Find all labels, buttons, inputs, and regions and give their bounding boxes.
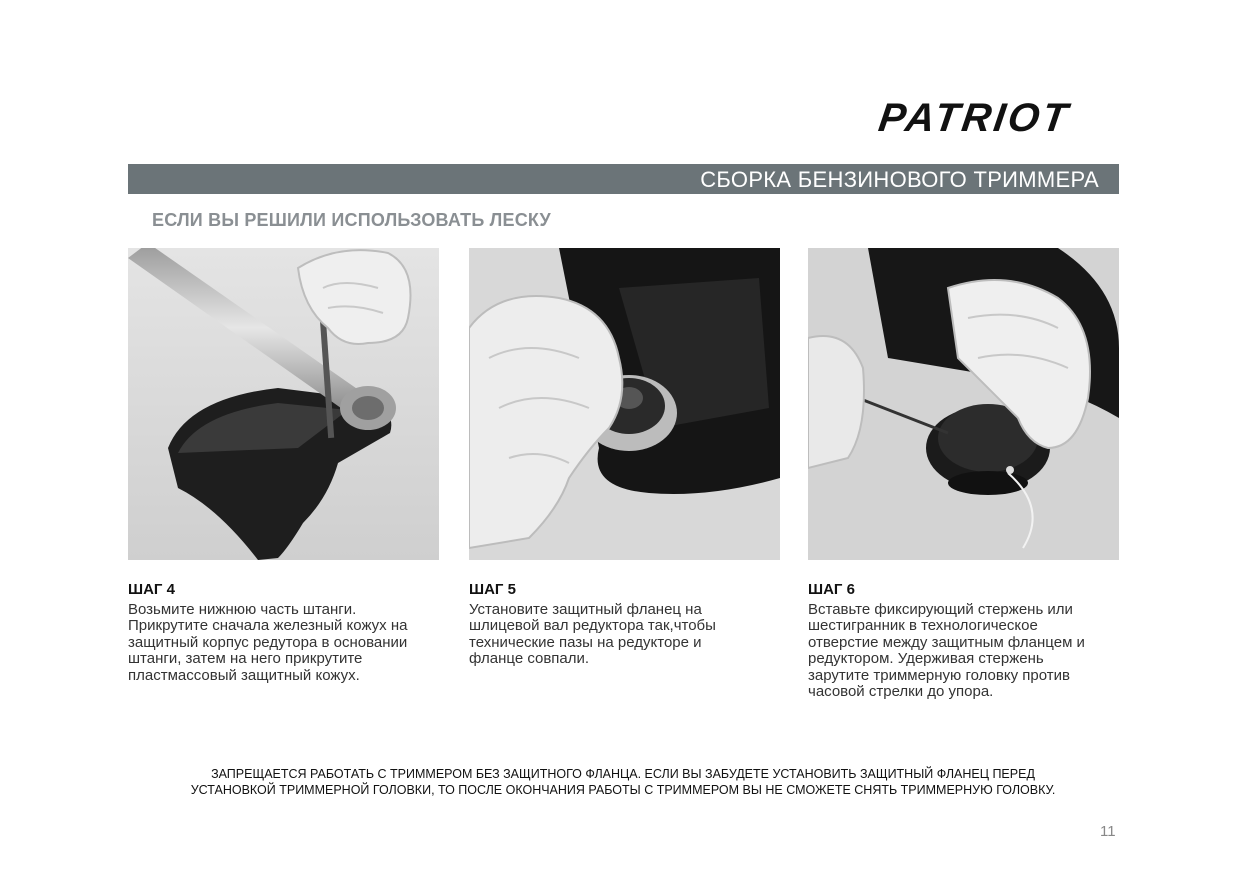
step-6 — [808, 581, 1124, 700]
step-4 — [128, 581, 444, 684]
step-5-line: фланце совпали. — [469, 650, 590, 668]
step-5-text — [469, 602, 785, 668]
step-4-line: Прикрутите сначала железный кожух на — [128, 617, 408, 635]
step-6-photo — [808, 248, 1119, 560]
step-5-line: Установите защитный фланец на — [469, 601, 702, 618]
warning-line: УСТАНОВКОЙ ТРИММЕРНОЙ ГОЛОВКИ, ТО ПОСЛЕ ОКОНЧАНИЯ РАБОТЫ С ТРИММЕРОМ ВЫ НЕ СМОЖЕТЕ СНЯТЬ ТРИММЕРНУЮ ГОЛОВКУ. — [190, 783, 1056, 797]
patriot-logo: PATRIOT — [876, 96, 1073, 140]
section-subtitle: ЕСЛИ ВЫ РЕШИЛИ ИСПОЛЬЗОВАТЬ ЛЕСКУ — [152, 210, 551, 230]
step-4-line: Возьмите нижнюю часть штанги. — [128, 601, 357, 618]
page-title: СБОРКА БЕНЗИНОВОГО ТРИММЕРА — [700, 167, 1099, 192]
warning-line: ЗАПРЕЩАЕТСЯ РАБОТАТЬ С ТРИММЕРОМ БЕЗ ЗАЩИТНОГО ФЛАНЦА. ЕСЛИ ВЫ ЗАБУДЕТЕ УСТАНОВИТЬ ЗАЩИТНЫЙ ФЛАНЕЦ ПЕРЕД — [211, 767, 1035, 781]
step-4-line: защитный корпус редутора в основании — [128, 633, 408, 651]
step-6-title: ШАГ 6 — [808, 581, 855, 598]
step-4-line: штанги, затем на него прикрутите — [128, 650, 363, 668]
step-6-line: редуктором. Удерживая стержень — [808, 650, 1044, 668]
step-6-line: Вставьте фиксирующий стержень или — [808, 601, 1073, 618]
step-6-line: шестигранник в технологическое — [808, 617, 1038, 635]
page-number: 11 — [1100, 823, 1116, 840]
step-6-line: отверстие между защитным фланцем и — [808, 633, 1085, 651]
step-6-line: зарутите триммерную головку против — [808, 666, 1070, 684]
step-4-text — [128, 602, 444, 684]
step-5-title: ШАГ 5 — [469, 581, 516, 598]
section-title-bar — [128, 164, 1119, 194]
step-5-line: технические пазы на редукторе и — [469, 633, 702, 651]
step-4-line: пластмассовый защитный кожух. — [128, 666, 360, 684]
step-4-title: ШАГ 4 — [128, 581, 175, 598]
safety-warning — [120, 766, 1126, 798]
step-6-line: часовой стрелки до упора. — [808, 683, 994, 701]
step-4-photo — [128, 248, 439, 560]
step-5-line: шлицевой вал редуктора так,чтобы — [469, 617, 716, 635]
step-6-text — [808, 602, 1124, 700]
step-5 — [469, 581, 785, 668]
step-5-photo — [469, 248, 780, 560]
